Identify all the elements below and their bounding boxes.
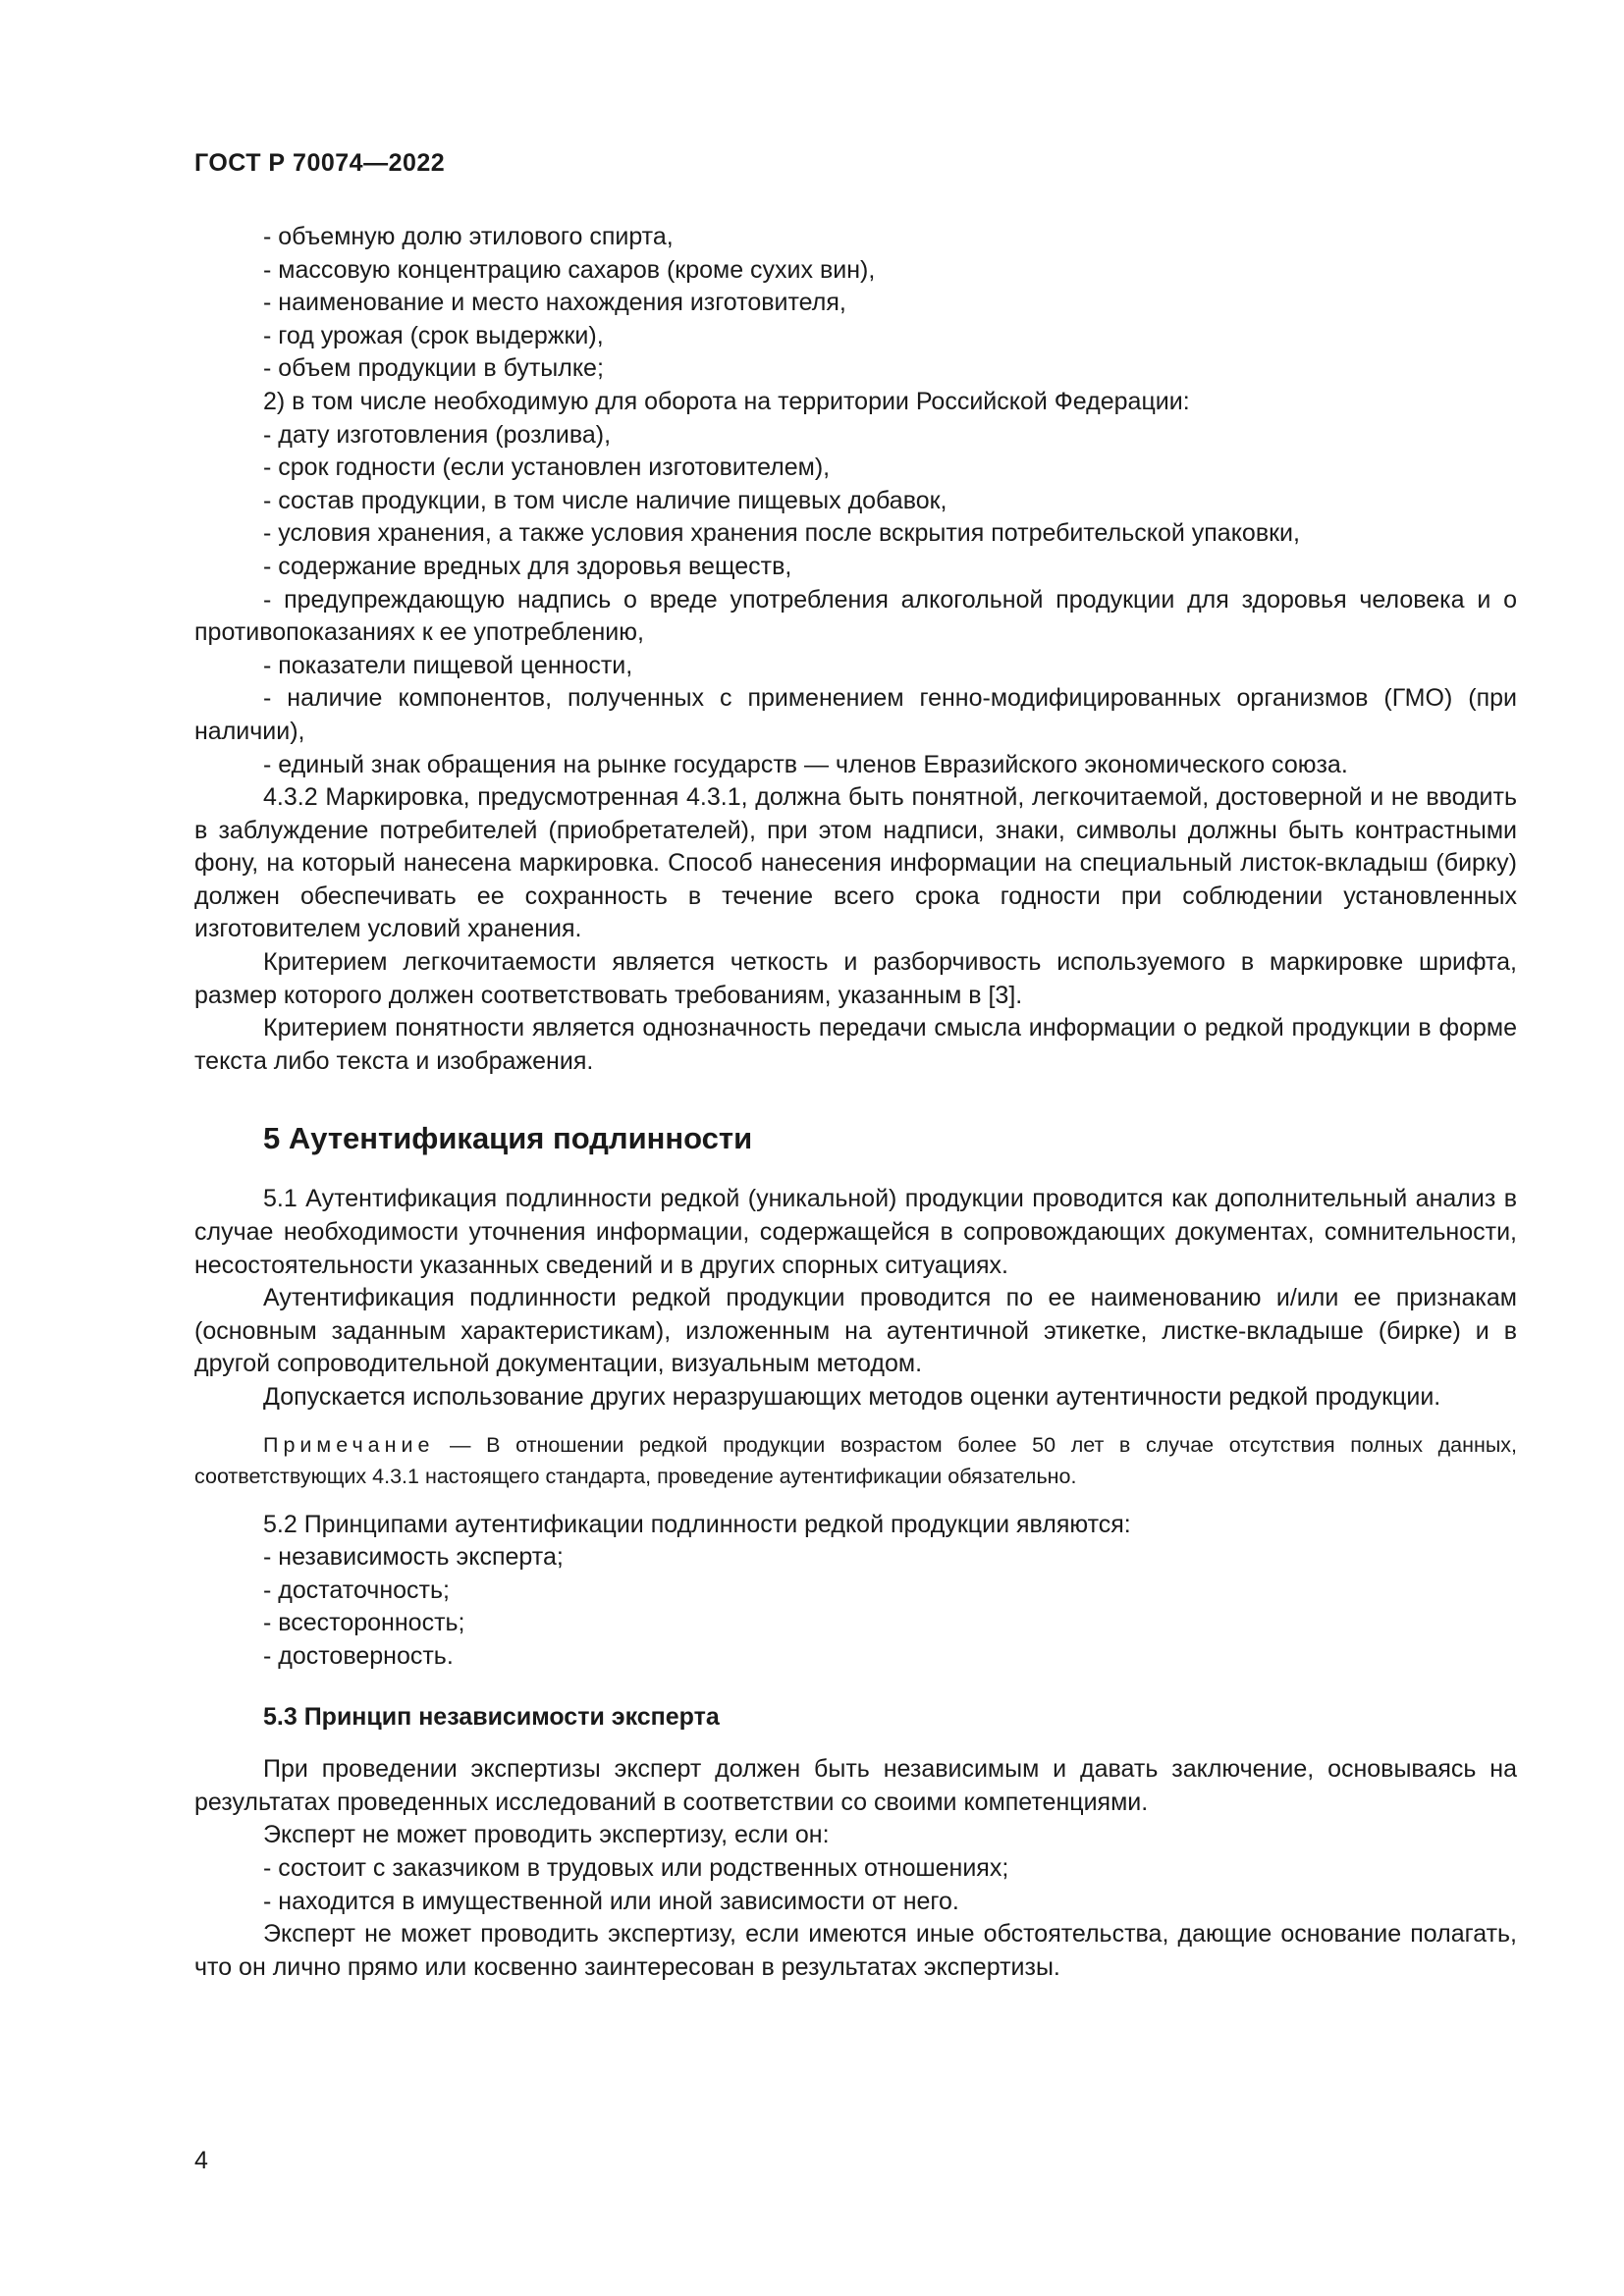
paragraph-allowed-methods: Допускается использование других неразрушающих методов оценки аутентичности редкой продукции. <box>263 1383 1441 1411</box>
list-item: - объемную долю этилового спирта, <box>263 223 674 250</box>
list-item: - находится в имущественной или иной зависимости от него. <box>263 1887 959 1915</box>
document-code-header: ГОСТ Р 70074—2022 <box>194 149 446 177</box>
page-number: 4 <box>194 2147 208 2174</box>
paragraph-5-3-independence: При проведении экспертизы эксперт должен быть независимым и давать заключение, основываясь на результатах проведенных исследований в соответствии со своими компетенциями. <box>194 1755 1517 1816</box>
subsection-5-3-heading: 5.3 Принцип независимости эксперта <box>263 1702 720 1731</box>
list-item-eac: - единый знак обращения на рынке государств — членов Евразийского экономического союза. <box>263 750 1348 778</box>
paragraph-5-3-restriction: Эксперт не может проводить экспертизу, если он: <box>263 1821 830 1849</box>
paragraph-5-3-other-circumstances: Эксперт не может проводить экспертизу, если имеются иные обстоятельства, дающие основание полагать, что он лично прямо или косвенно заинтересован в результатах экспертизы. <box>194 1920 1517 1981</box>
list-item-nutrition: - показатели пищевой ценности, <box>263 651 633 679</box>
note-label: Примечание <box>263 1432 435 1457</box>
list-item: - состав продукции, в том числе наличие пищевых добавок, <box>263 486 947 514</box>
paragraph-4-3-2: 4.3.2 Маркировка, предусмотренная 4.3.1, должна быть понятной, легкочитаемой, достоверной и не вводить в заблуждение потребителей (приобретателей), при этом надписи, знаки, символы должны быть контрастными фону, на который нанесена маркировка. Способ нанесения информации на специальный листок-вкладыш (бирку) должен обеспечивать ее сохранность в течение всего срока годности при соблюдении установленных изготовителем условий хранения. <box>194 783 1517 943</box>
list-item: - год урожая (срок выдержки), <box>263 321 604 349</box>
list-item: - достаточность; <box>263 1575 450 1604</box>
list-item: - наименование и место нахождения изготовителя, <box>263 289 846 317</box>
list-item: - независимость эксперта; <box>263 1543 564 1572</box>
list-item-gmo: - наличие компонентов, полученных с применением генно-модифицированных организмов (ГМО) (при наличии), <box>194 684 1517 745</box>
paragraph-5-1: 5.1 Аутентификация подлинности редкой (уникальной) продукции проводится как дополнительный анализ в случае необходимости уточнения информации, содержащейся в сопровождающих документах, сомнительности, несостоятельности указанных сведений и в других спорных ситуациях. <box>194 1185 1517 1279</box>
document-body <box>194 221 1517 1984</box>
list-item: - достоверность. <box>263 1641 454 1670</box>
list-item: - состоит с заказчиком в трудовых или родственных отношениях; <box>263 1853 1009 1882</box>
list-item: - содержание вредных для здоровья веществ, <box>263 552 792 580</box>
note <box>194 1429 1517 1492</box>
paragraph-legibility: Критерием легкочитаемости является четкость и разборчивость используемого в маркировке шрифта, размер которого должен соответствовать требованиям, указанным в [3]. <box>194 948 1517 1009</box>
paragraph-clarity: Критерием понятности является однозначность передачи смысла информации о редкой продукции в форме текста либо текста и изображения. <box>194 1014 1517 1075</box>
list-item: - срок годности (если установлен изготовителем), <box>263 454 831 482</box>
note-text: — В отношении редкой продукции возрастом более 50 лет в случае отсутствия полных данных, соответствующих 4.3.1 настоящего стандарта, проведение аутентификации обязательно. <box>194 1432 1517 1488</box>
list-item: - условия хранения, а также условия хранения после вскрытия потребительской упаковки, <box>263 519 1300 548</box>
list-item: - массовую концентрацию сахаров (кроме сухих вин), <box>263 255 876 284</box>
list-item: - всесторонность; <box>263 1609 465 1637</box>
list-item-warning: - предупреждающую надпись о вреде употребления алкогольной продукции для здоровья человека и о противопоказаниях к ее употреблению, <box>194 585 1517 647</box>
numbered-item-2: 2) в том числе необходимую для оборота на территории Российской Федерации: <box>263 387 1190 415</box>
list-item: - дату изготовления (розлива), <box>263 420 612 449</box>
paragraph-authentication: Аутентификация подлинности редкой продукции проводится по ее наименованию и/или ее признакам (основным заданным характеристикам), изложенным на аутентичной этикетке, листке-вкладыше (бирке) и в другой сопроводительной документации, визуальным методом. <box>194 1284 1517 1378</box>
list-item: - объем продукции в бутылке; <box>263 354 604 383</box>
section-5-heading: 5 Аутентификация подлинности <box>263 1121 753 1156</box>
paragraph-5-2: 5.2 Принципами аутентификации подлинности редкой продукции являются: <box>263 1510 1131 1538</box>
